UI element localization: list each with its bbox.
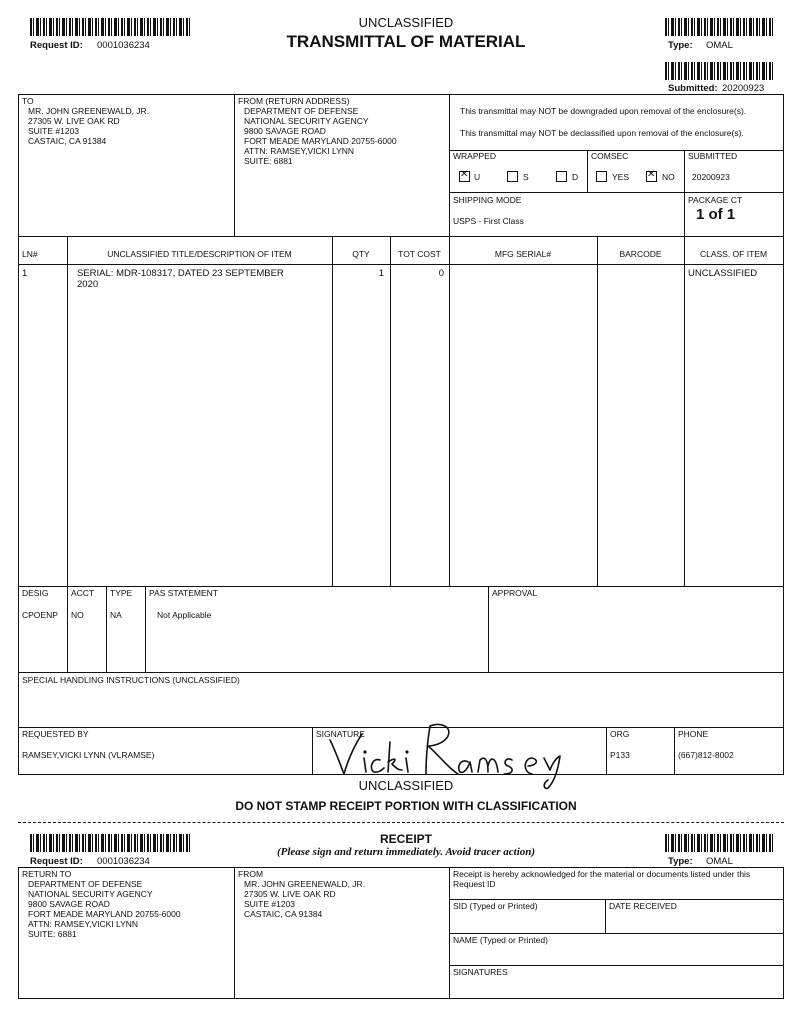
declassify-notice: This transmittal may NOT be declassified upon removal of the enclosure(s).	[460, 128, 744, 138]
receipt-title: RECEIPT	[379, 832, 432, 846]
approval-label: APPROVAL	[492, 588, 538, 598]
package-value: 1 of 1	[696, 206, 736, 223]
stamp-warning: DO NOT STAMP RECEIPT PORTION WITH CLASSIFICATION	[235, 799, 577, 813]
receipt-from-label: FROM	[238, 869, 264, 879]
return-to-label: RETURN TO	[22, 869, 72, 879]
row-qty: 1	[378, 268, 384, 279]
wrapped-label: WRAPPED	[453, 151, 496, 161]
return-to-address: DEPARTMENT OF DEFENSE NATIONAL SECURITY AGENCY 9800 SAVAGE ROAD FORT MEADE MARYLAND 20755-6000 ATTN: RAMSEY,VICKI LYNN SUITE: 6881	[28, 879, 181, 939]
from-label: FROM (RETURN ADDRESS)	[238, 96, 350, 106]
type-value: OMAL	[706, 40, 733, 51]
submitted-value: 20200923	[722, 83, 765, 94]
submitted-label: Submitted:	[668, 83, 718, 94]
submitted-box-value: 20200923	[692, 172, 730, 182]
col-header-mfg-serial: MFG SERIAL#	[494, 249, 552, 259]
requested-by-label: REQUESTED BY	[22, 729, 89, 739]
shipping-value: USPS - First Class	[453, 216, 524, 226]
signature-label: SIGNATURE	[316, 729, 365, 739]
pas-value: Not Applicable	[157, 610, 212, 620]
org-value: P133	[610, 750, 630, 760]
pas-label: PAS STATEMENT	[149, 588, 218, 598]
org-label: ORG	[610, 729, 630, 739]
wrapped-u-checkbox[interactable]	[459, 171, 470, 182]
col-header-qty: QTY	[352, 249, 370, 259]
special-handling-label: SPECIAL HANDLING INSTRUCTIONS (UNCLASSIFIED)	[22, 675, 240, 685]
page-title: TRANSMITTAL OF MATERIAL	[286, 32, 526, 51]
submitted-barcode	[665, 62, 775, 80]
comsec-no-label: NO	[662, 172, 675, 182]
downgrade-notice: This transmittal may NOT be downgraded upon removal of the enclosure(s).	[460, 106, 747, 116]
top-classification: UNCLASSIFIED	[358, 15, 454, 30]
row-description-cont: 2020	[77, 279, 99, 290]
phone-value: (667)812-8002	[678, 750, 734, 760]
from-address: DEPARTMENT OF DEFENSE NATIONAL SECURITY AGENCY 9800 SAVAGE ROAD FORT MEADE MARYLAND 20755-6000 ATTN: RAMSEY,VICKI LYNN SUITE: 6881	[244, 106, 397, 166]
signatures-label: SIGNATURES	[453, 967, 508, 977]
row-ln: 1	[22, 268, 28, 279]
receipt-from-address: MR. JOHN GREENEWALD, JR. 27305 W. LIVE OAK RD SUITE #1203 CASTAIC, CA 91384	[244, 879, 366, 919]
receipt-type-label: Type:	[668, 856, 693, 867]
sid-label: SID (Typed or Printed)	[453, 901, 538, 911]
col-header-ln: LN#	[22, 249, 38, 259]
date-received-label: DATE RECEIVED	[609, 901, 677, 911]
receipt-request-barcode	[30, 834, 190, 852]
acct-value: NO	[71, 610, 84, 620]
receipt-type-value: OMAL	[706, 856, 733, 867]
package-label: PACKAGE CT	[688, 195, 743, 205]
request-id-label: Request ID:	[30, 40, 83, 51]
receipt-subtitle: (Please sign and return immediately. Avoid tracer action)	[276, 846, 536, 858]
wrapped-u-label: U	[474, 172, 481, 182]
wrapped-s-checkbox[interactable]	[507, 171, 518, 182]
col-header-description: UNCLASSIFIED TITLE/DESCRIPTION OF ITEM	[107, 249, 292, 259]
wrapped-d-checkbox[interactable]	[556, 171, 567, 182]
row-cost: 0	[438, 268, 444, 279]
comsec-yes-checkbox[interactable]	[596, 171, 607, 182]
desig-label: DESIG	[22, 588, 49, 598]
acct-label: ACCT	[71, 588, 95, 598]
desig-value: CPOENP	[22, 610, 58, 620]
type-field-label: TYPE	[110, 588, 133, 598]
to-label: TO	[22, 96, 34, 106]
wrapped-d-label: D	[572, 172, 579, 182]
receipt-request-id-value: 0001036234	[97, 856, 150, 867]
phone-label: PHONE	[678, 729, 709, 739]
comsec-yes-label: YES	[612, 172, 630, 182]
cut-line	[18, 822, 784, 823]
receipt-request-id-label: Request ID:	[30, 856, 83, 867]
row-class: UNCLASSIFIED	[688, 268, 758, 279]
type-label: Type:	[668, 40, 693, 51]
comsec-label: COMSEC	[591, 151, 629, 161]
comsec-no-checkbox[interactable]	[646, 171, 657, 182]
footer-classification: UNCLASSIFIED	[358, 778, 454, 793]
wrapped-s-label: S	[523, 172, 529, 182]
receipt-type-barcode	[665, 834, 775, 852]
request-id-value: 0001036234	[97, 40, 150, 51]
col-header-class: CLASS. OF ITEM	[699, 249, 768, 259]
receipt-ack-text: Receipt is hereby acknowledged for the material or documents listed under this Request ID	[453, 869, 751, 889]
row-description: SERIAL: MDR-108317, DATED 23 SEPTEMBER	[77, 268, 284, 279]
name-label: NAME (Typed or Printed)	[453, 935, 548, 945]
request-barcode	[30, 18, 190, 36]
col-header-barcode: BARCODE	[619, 249, 662, 259]
type-barcode	[665, 18, 775, 36]
to-address: MR. JOHN GREENEWALD, JR. 27305 W. LIVE OAK RD SUITE #1203 CASTAIC, CA 91384	[28, 106, 150, 146]
col-header-tot-cost: TOT COST	[398, 249, 441, 259]
submitted-box-label: SUBMITTED	[688, 151, 738, 161]
requested-by-value: RAMSEY,VICKI LYNN (VLRAMSE)	[22, 750, 155, 760]
shipping-label: SHIPPING MODE	[453, 195, 522, 205]
type-field-value: NA	[110, 610, 122, 620]
